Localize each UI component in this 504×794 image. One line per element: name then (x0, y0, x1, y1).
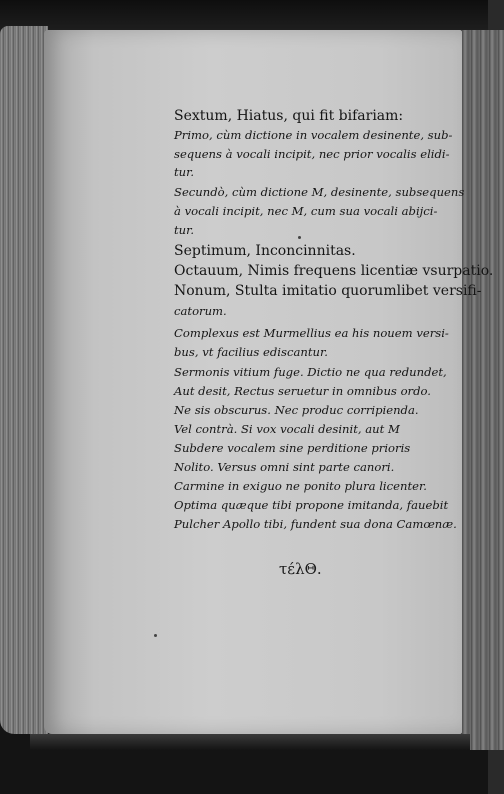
ink-speck (298, 236, 301, 239)
text-line: Ne sis obscurus. Nec produc corripienda. (174, 403, 419, 417)
text-line: tur. (174, 165, 195, 179)
text-line: Complexus est Murmellius ea his nouem versi- (174, 326, 449, 340)
text-line: Carmine in exiguo ne ponito plura licenter. (174, 479, 427, 493)
text-line: Sextum, Hiatus, qui fit bifariam: (174, 108, 404, 124)
text-line: à vocali incipit, nec M, cum sua vocali abijci- (174, 204, 438, 218)
text-line: sequens à vocali incipit, nec prior vocalis elidi- (174, 147, 450, 161)
ink-speck (154, 634, 157, 637)
book-bottom-shadow (30, 734, 470, 750)
text-line: Secundò, cùm dictione M, desinente, subsequens (174, 185, 465, 199)
text-line: Octauum, Nimis frequens licentiæ vsurpatio. (174, 263, 494, 279)
text-line: Aut desit, Rectus seruetur in omnibus ordo. (174, 384, 431, 398)
text-line: Primo, cùm dictione in vocalem desinente, sub- (174, 128, 453, 142)
text-line: Pulcher Apollo tibi, fundent sua dona Camœnæ. (174, 517, 457, 531)
book-right-leaves (462, 30, 504, 750)
text-line: Vel contrà. Si vox vocali desinit, aut M (174, 422, 400, 436)
text-line: Subdere vocalem sine perditione prioris (174, 441, 411, 455)
text-line: Sermonis vitium fuge. Dictio ne qua redundet, (174, 365, 447, 379)
text-line: Optima quæque tibi propone imitanda, fauebit (174, 498, 449, 512)
end-mark: τέλΘ. (279, 560, 322, 578)
book-left-edge (0, 26, 48, 734)
text-line: Nolito. Versus omni sint parte canori. (174, 460, 395, 474)
text-line: tur. (174, 223, 195, 237)
text-line: catorum. (174, 304, 227, 318)
text-line: Nonum, Stulta imitatio quorumlibet versifi- (174, 283, 482, 299)
text-line: Septimum, Inconcinnitas. (174, 243, 356, 259)
text-line: bus, vt facilius ediscantur. (174, 345, 328, 359)
